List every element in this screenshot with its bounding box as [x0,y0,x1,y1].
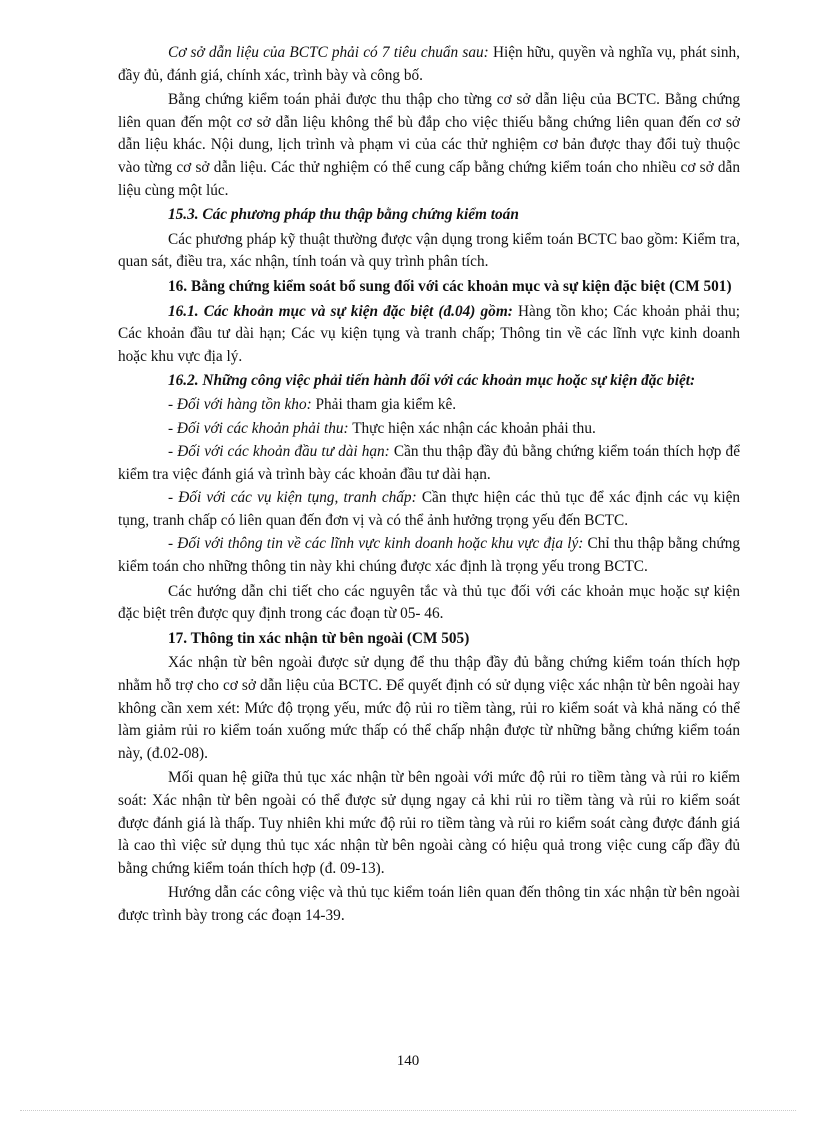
dash-lead: - Đối với các vụ kiện tụng, tranh chấp: [168,489,417,507]
footer-divider [20,1110,796,1111]
dash-text: Cần thu thập đầy đủ bằng chứng kiểm toán thích hợp để kiểm tra việc đánh giá và trình bày các khoản đầu tư dài hạn. [118,443,740,483]
heading-16-2: 16.2. Những công việc phải tiến hành đối với các khoản mục hoặc sự kiện đặc biệt: [168,372,696,390]
paragraph-16-1-text: Hàng tồn kho; Các khoản phải thu; Các khoản đầu tư dài hạn; Các vụ kiện tụng và tranh chấp; Thông tin về các lĩnh vực kinh doanh hoặc khu vực địa lý. [118,302,740,365]
heading-17: 17. Thông tin xác nhận từ bên ngoài (CM 505) [168,629,470,647]
dash-text: Chỉ thu thập bằng chứng kiểm toán cho những thông tin này khi chúng được xác định là trọng yếu trong BCTC. [118,535,740,576]
dash-item-segments [118,533,740,578]
paragraph-external-confirmation: Xác nhận từ bên ngoài được sử dụng để thu thập đầy đủ bằng chứng kiểm toán thích hợp nhằm hỗ trợ cho cơ sở dẫn liệu của BCTC. Để quyết định có sử dụng việc xác nhận từ bên ngoài hay không cần xem xét: Mức độ trọng yếu, mức độ rủi ro tiềm tàng, rủi ro kiểm soát và khả năng có thể làm giảm rủi ro kiểm toán xuống mức thấp có thể chấp nhận được từ những bằng chứng kiểm toán này, (đ.02-08). [118,654,740,762]
dash-text: Phải tham gia kiểm kê. [311,395,457,413]
dash-lead: - Đối với thông tin về các lĩnh vực kinh doanh hoặc khu vực địa lý: [168,535,584,553]
dash-item-inventory [118,394,740,417]
heading-16: 16. Bằng chứng kiểm soát bổ sung đối với các khoản mục và sự kiện đặc biệt (CM 501) [168,277,732,295]
paragraph-assertions [118,42,740,87]
paragraph-evidence: Bằng chứng kiểm toán phải được thu thập cho từng cơ sở dẫn liệu của BCTC. Bằng chứng liên quan đến một cơ sở dẫn liệu không thể bù đắp cho việc thiếu bằng chứng liên quan đến cơ sở dẫn liệu khác. Nội dung, lịch trình và phạm vi của các thử nghiệm cơ bản được thay đổi tuỳ thuộc vào từng cơ sở dẫn liệu. Các thử nghiệm có thể cung cấp bằng chứng kiểm toán cho nhiều cơ sở dẫn liệu cùng một lúc. [118,91,740,199]
dash-item-investments [118,441,740,486]
dash-lead: - Đối với hàng tồn kho: [168,395,312,413]
assertions-lead: Cơ sở dẫn liệu của BCTC phải có 7 tiêu chuẩn sau: [168,44,489,61]
paragraph-guidance-14-39: Hướng dẫn các công việc và thủ tục kiểm toán liên quan đến thông tin xác nhận từ bên ngoài được trình bày trong các đoạn 14-39. [118,884,740,924]
document-body [118,42,740,928]
paragraph-risk-relationship: Mối quan hệ giữa thủ tục xác nhận từ bên ngoài với mức độ rủi ro tiềm tàng và rủi ro kiểm soát: Xác nhận từ bên ngoài có thể được sử dụng ngay cả khi rủi ro tiềm tàng và rủi ro kiểm soát được đánh giá là thấp. Tuy nhiên khi mức độ rủi ro tiềm tàng và rủi ro kiểm soát càng được đánh giá là cao thì việc sử dụng thủ tục xác nhận từ bên ngoài càng có hiệu quả trong việc cung cấp đầy đủ bằng chứng kiểm toán thích hợp (đ. 09-13). [118,769,740,877]
paragraph-methods: Các phương pháp kỹ thuật thường được vận dụng trong kiểm toán BCTC bao gồm: Kiểm tra, quan sát, điều tra, xác nhận, tính toán và quy trình phân tích. [118,230,740,271]
assertions-text: Hiện hữu, quyền và nghĩa vụ, phát sinh, đầy đủ, đánh giá, chính xác, trình bày và công bố. [118,44,740,84]
page-number: 140 [396,1053,420,1069]
dash-lead: - Đối với các khoản đầu tư dài hạn: [168,443,390,461]
heading-15-3: 15.3. Các phương pháp thu thập bằng chứng kiểm toán [168,206,519,224]
dash-text: Cần thực hiện các thủ tục để xác định các vụ kiện tụng, tranh chấp có liên quan đến đơn vị và có thể ảnh hưởng trọng yếu đến BCTC. [118,489,741,529]
heading-16-1: 16.1. Các khoản mục và sự kiện đặc biệt (đ.04) gồm: [168,302,513,320]
paragraph-guidance-05-46: Các hướng dẫn chi tiết cho các nguyên tắc và thủ tục đối với các khoản mục hoặc sự kiện đặc biệt trên được quy định trong các đoạn từ 05- 46. [118,582,740,623]
dash-item-receivables [118,418,740,441]
dash-lead: - Đối với các khoản phải thu: [168,419,349,437]
dash-text: Thực hiện xác nhận các khoản phải thu. [348,419,596,437]
paragraph-16-1 [118,301,740,369]
dash-item-litigation [118,487,740,532]
